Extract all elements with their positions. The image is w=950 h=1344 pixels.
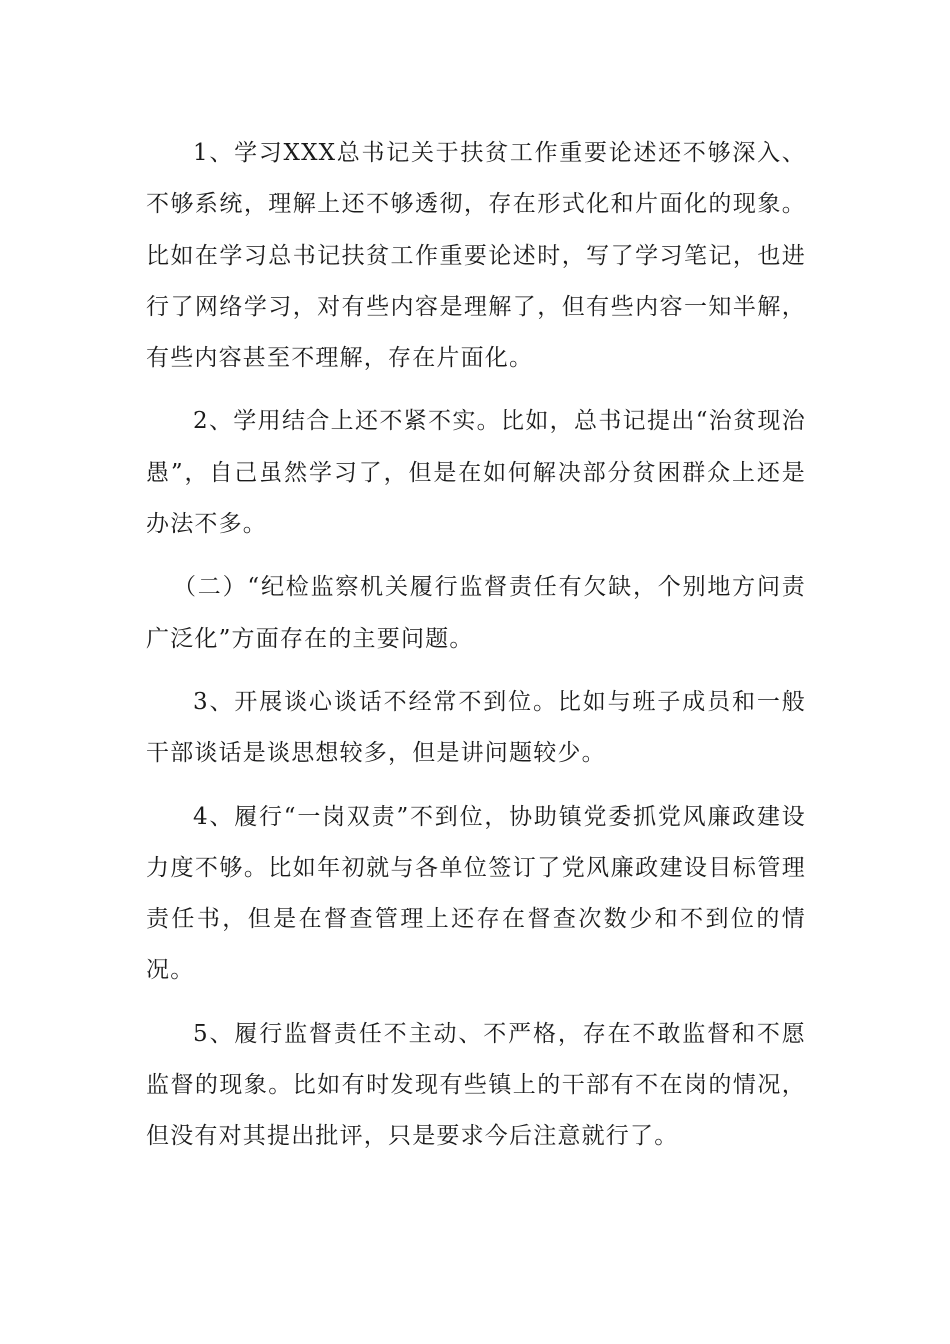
paragraph-item-3: 3、开展谈心谈话不经常不到位。比如与班子成员和一般干部谈话是谈思想较多，但是讲问题较少。 (146, 688, 806, 767)
section-heading-2: （二）“纪检监察机关履行监督责任有欠缺，个别地方问责广泛化”方面存在的主要问题。 (146, 574, 806, 652)
paragraph-item-2: 2、学用结合上还不紧不实。比如，总书记提出“治贫现治愚”，自己虽然学习了，但是在如何解决部分贫困群众上还是办法不多。 (146, 408, 806, 538)
paragraph-item-4: 4、履行“一岗双责”不到位，协助镇党委抓党风廉政建设力度不够。比如年初就与各单位签订了党风廉政建设目标管理责任书，但是在督查管理上还存在督查次数少和不到位的情况。 (146, 803, 806, 984)
paragraph-item-5: 5、履行监督责任不主动、不严格，存在不敢监督和不愿监督的现象。比如有时发现有些镇上的干部有不在岗的情况，但没有对其提出批评，只是要求今后注意就行了。 (146, 1020, 806, 1150)
paragraph-item-1: 1、学习XXX总书记关于扶贫工作重要论述还不够深入、不够系统，理解上还不够透彻，存在形式化和片面化的现象。比如在学习总书记扶贫工作重要论述时，写了学习笔记，也进行了网络学习，对有些内容是理解了，但有些内容一知半解，有些内容甚至不理解，存在片面化。 (146, 140, 806, 372)
document-body (146, 128, 806, 1175)
